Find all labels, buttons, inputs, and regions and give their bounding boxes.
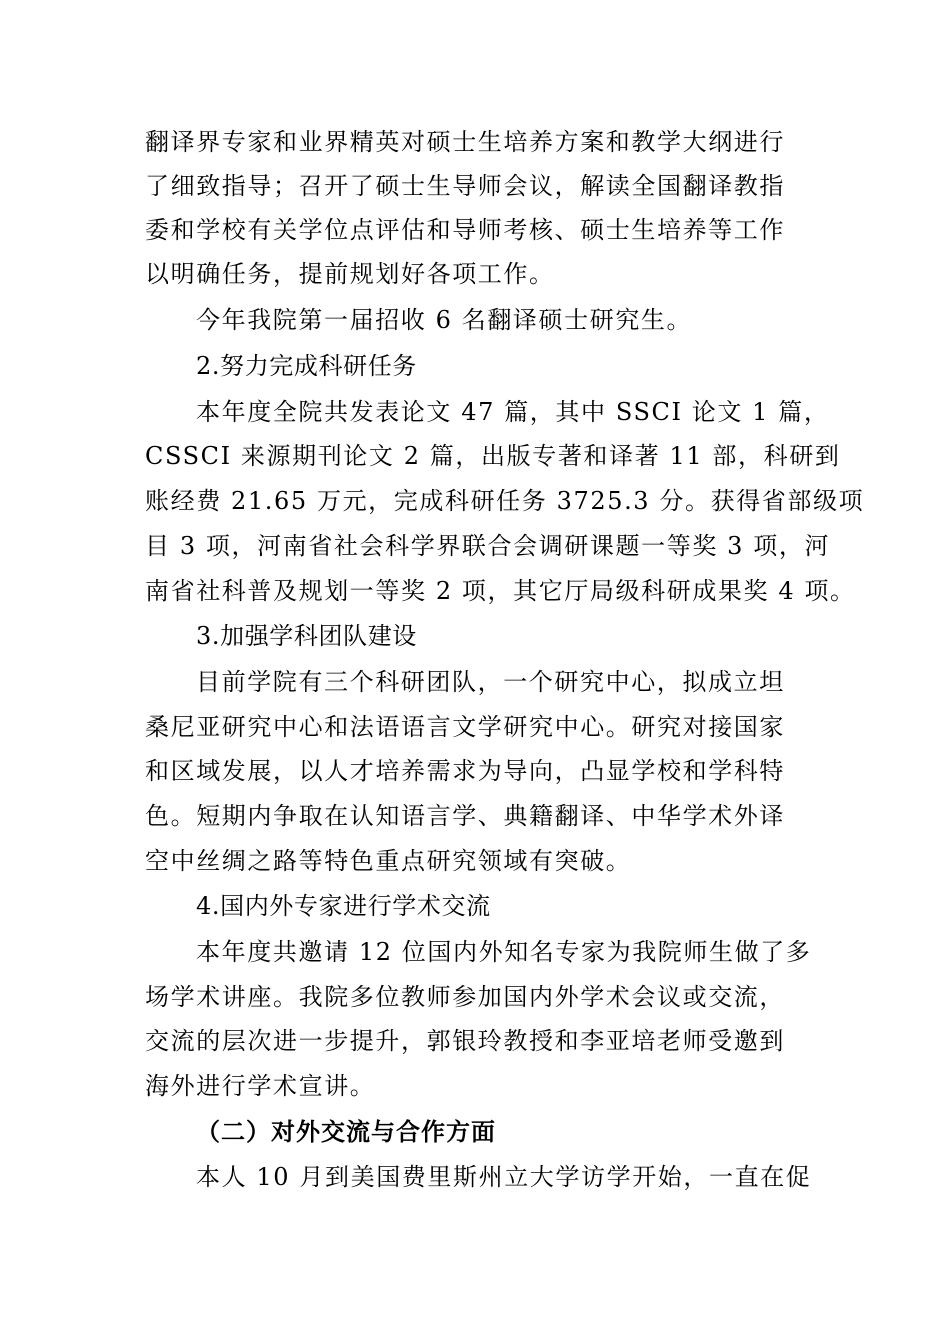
section-heading: （二）对外交流与合作方面 <box>196 1117 496 1146</box>
body-text-line: CSSCI 来源期刊论文 2 篇，出版专著和译著 11 部，科研到 <box>145 442 841 470</box>
body-text-line: 账经费 21.65 万元，完成科研任务 3725.3 分。获得省部级项 <box>145 487 865 515</box>
subheading-2: 2.努力完成科研任务 <box>196 352 417 380</box>
body-text-line: 空中丝绸之路等特色重点研究领域有突破。 <box>145 847 632 875</box>
body-text-line: 桑尼亚研究中心和法语语言文学研究中心。研究对接国家 <box>145 713 785 741</box>
body-text-line: 了细致指导；召开了硕士生导师会议，解读全国翻译教指 <box>145 172 785 200</box>
subheading-3: 3.加强学科团队建设 <box>196 622 417 650</box>
body-text-line: 海外进行学术宣讲。 <box>145 1072 376 1100</box>
body-text-line: 今年我院第一届招收 6 名翻译硕士研究生。 <box>196 306 693 334</box>
body-text-line: 目前学院有三个科研团队，一个研究中心，拟成立坦 <box>196 668 785 696</box>
body-text-line: 南省社科普及规划一等奖 2 项，其它厅局级科研成果奖 4 项。 <box>145 577 856 605</box>
subheading-4: 4.国内外专家进行学术交流 <box>196 892 491 920</box>
body-text-line: 色。短期内争取在认知语言学、典籍翻译、中华学术外译 <box>145 802 785 830</box>
body-text-line: 交流的层次进一步提升，郭银玲教授和李亚培老师受邀到 <box>145 1027 785 1055</box>
body-text-line: 目 3 项，河南省社会科学界联合会调研课题一等奖 3 项，河 <box>145 532 831 560</box>
body-text-line: 本人 10 月到美国费里斯州立大学访学开始，一直在促 <box>196 1163 812 1191</box>
body-text-line: 本年度共邀请 12 位国内外知名专家为我院师生做了多 <box>196 938 812 966</box>
body-text-line: 和区域发展，以人才培养需求为导向，凸显学校和学科特 <box>145 757 785 785</box>
body-text-line: 委和学校有关学位点评估和导师考核、硕士生培养等工作 <box>145 216 785 244</box>
body-text-line: 以明确任务，提前规划好各项工作。 <box>145 260 555 288</box>
body-text-line: 场学术讲座。我院多位教师参加国内外学术会议或交流， <box>145 983 785 1011</box>
body-text-line: 翻译界专家和业界精英对硕士生培养方案和教学大纲进行 <box>145 128 785 156</box>
body-text-line: 本年度全院共发表论文 47 篇，其中 SSCI 论文 1 篇， <box>196 398 830 426</box>
